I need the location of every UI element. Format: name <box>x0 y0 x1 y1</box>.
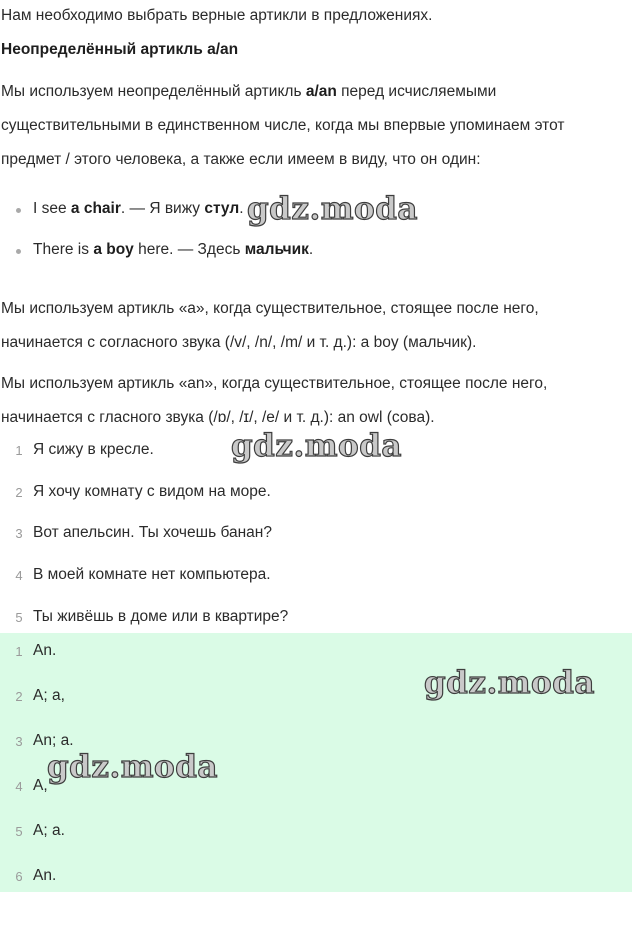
intro-text: Нам необходимо выбрать верные артикли в предложениях. <box>1 7 433 24</box>
rule2-line1: Мы используем артикль «а», когда существительное, стоящее после него, <box>1 300 539 317</box>
answer-text: An; a. <box>33 732 74 749</box>
answer-text: A; a, <box>33 687 65 704</box>
rule3-line1: Мы используем артикль «an», когда существительное, стоящее после него, <box>1 375 548 392</box>
task-text: Ты живёшь в доме или в квартире? <box>33 608 289 625</box>
task-text: В моей комнате нет компьютера. <box>33 566 271 583</box>
answer-text: An. <box>33 642 57 659</box>
task-text: Вот апельсин. Ты хочешь банан? <box>33 524 272 541</box>
task-number: 1 <box>15 443 23 458</box>
task-number: 3 <box>15 526 23 541</box>
answer-number: 2 <box>15 689 23 704</box>
task-number: 4 <box>15 568 23 583</box>
answer-number: 4 <box>15 779 23 794</box>
bullet-icon <box>16 249 21 254</box>
rule1-line1: Мы используем неопределённый артикль a/an перед исчисляемыми <box>1 83 497 100</box>
answer-text: A; a. <box>33 822 65 839</box>
task-text: Я сижу в кресле. <box>33 441 154 458</box>
watermark: gdz.moda <box>47 749 218 785</box>
task-number: 2 <box>15 485 23 500</box>
rule1-line3: предмет / этого человека, а также если имеем в виду, что он один: <box>1 151 481 168</box>
rule1-line2: существительными в единственном числе, когда мы впервые упоминаем этот <box>1 117 565 134</box>
rule2-line2: начинается с согласного звука (/v/, /n/, /m/ и т. д.): a boy (мальчик). <box>1 334 477 351</box>
example-item: I see a chair. — Я вижу стул. <box>33 200 244 217</box>
answer-number: 6 <box>15 869 23 884</box>
answer-text: An. <box>33 867 57 884</box>
answer-number: 1 <box>15 644 23 659</box>
answer-number: 3 <box>15 734 23 749</box>
watermark: gdz.moda <box>424 665 595 701</box>
section-heading: Неопределённый артикль a/an <box>1 41 239 58</box>
task-number: 5 <box>15 610 23 625</box>
watermark: gdz.moda <box>247 191 418 227</box>
rule3-line2: начинается с гласного звука (/ɒ/, /ɪ/, /e/ и т. д.): an owl (сова). <box>1 409 435 426</box>
answer-number: 5 <box>15 824 23 839</box>
example-item: There is a boy here. — Здесь мальчик. <box>33 241 314 258</box>
answer-text: A, <box>33 777 48 794</box>
task-text: Я хочу комнату с видом на море. <box>33 483 271 500</box>
watermark: gdz.moda <box>231 428 402 464</box>
bullet-icon <box>16 208 21 213</box>
